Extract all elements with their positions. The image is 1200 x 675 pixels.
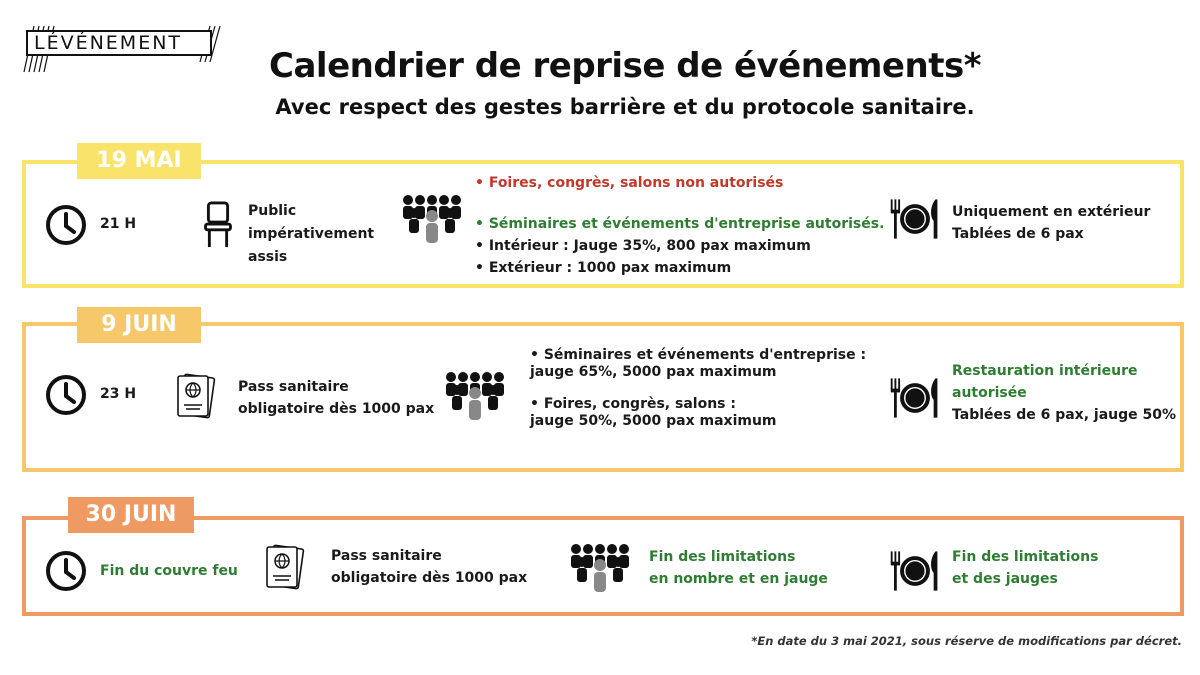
curfew-end: Fin du couvre feu (100, 563, 238, 579)
passport-icon (176, 372, 220, 420)
crowd-icon (400, 193, 464, 245)
events-line: • Séminaires et événements d'entreprise : (530, 347, 867, 363)
footnote: *En date du 3 mai 2021, sous réserve de modifications par décret. (751, 634, 1182, 648)
events-line: • Extérieur : 1000 pax maximum (475, 260, 732, 276)
events-line: • Foires, congrès, salons : (530, 396, 736, 412)
plate-cutlery-icon (887, 375, 943, 421)
events-line: Fin des limitations (649, 549, 796, 565)
section-date-tab: 19 MAI (77, 143, 201, 179)
events-line: jauge 50%, 5000 pax maximum (530, 413, 777, 429)
dining-line: Tablées de 6 pax, jauge 50% (952, 407, 1177, 423)
plate-cutlery-icon (887, 196, 943, 242)
events-line: jauge 65%, 5000 pax maximum (530, 364, 777, 380)
dining-line: et des jauges (952, 571, 1058, 587)
clock-icon (44, 203, 88, 247)
logo-text: LÉVÉNEMENT (26, 30, 212, 56)
section-date-tab: 9 JUIN (77, 307, 201, 343)
dining-line: Fin des limitations (952, 549, 1099, 565)
dining-line: Uniquement en extérieur (952, 204, 1151, 220)
page-subtitle: Avec respect des gestes barrière et du protocole sanitaire. (275, 95, 975, 119)
curfew-time: 23 H (100, 386, 137, 402)
events-line: • Intérieur : Jauge 35%, 800 pax maximum (475, 238, 811, 254)
section-date-tab: 30 JUIN (68, 497, 194, 533)
dining-line: Tablées de 6 pax (952, 226, 1084, 242)
events-line: • Séminaires et événements d'entreprise autorisés. (475, 216, 885, 232)
events-line: en nombre et en jauge (649, 571, 828, 587)
health-pass-rule: Pass sanitaire obligatoire dès 1000 pax (238, 379, 435, 417)
health-pass-rule: Pass sanitaire obligatoire dès 1000 pax (331, 548, 528, 586)
events-line: • Foires, congrès, salons non autorisés (475, 175, 784, 191)
passport-icon (265, 543, 309, 591)
dining-line: autorisée (952, 385, 1027, 401)
curfew-time: 21 H (100, 216, 137, 232)
seating-rule: Public impérativement assis (248, 203, 375, 265)
clock-icon (44, 373, 88, 417)
page-title: Calendrier de reprise de événements* (269, 46, 981, 86)
crowd-icon (568, 542, 632, 594)
dining-line: Restauration intérieure (952, 363, 1138, 379)
chair-icon (203, 201, 233, 249)
crowd-icon (443, 370, 507, 422)
plate-cutlery-icon (887, 548, 943, 594)
clock-icon (44, 549, 88, 593)
